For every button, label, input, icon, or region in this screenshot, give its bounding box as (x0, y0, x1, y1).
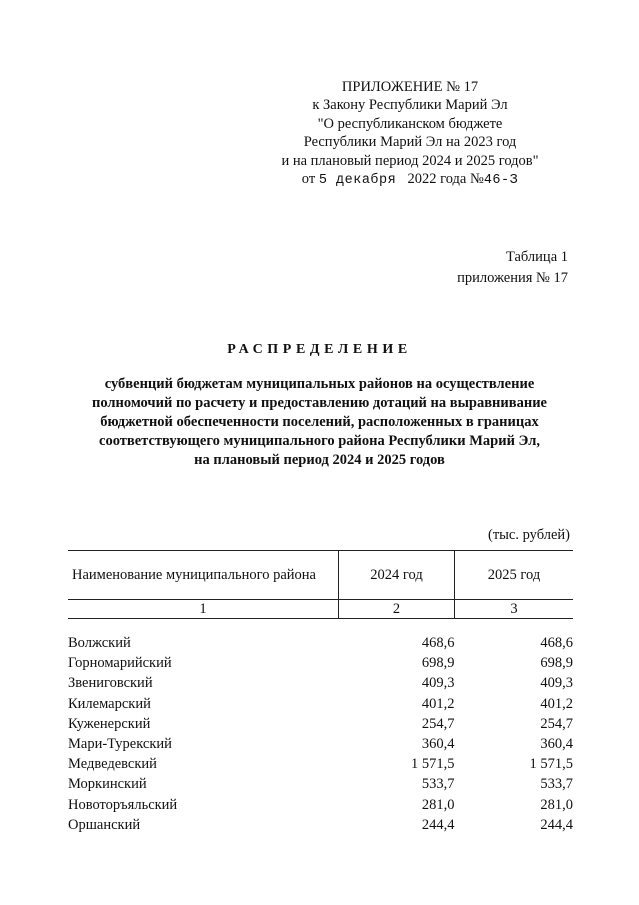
value-2024-cell: 244,4 (421, 816, 455, 833)
column-number-2: 2 (339, 600, 455, 619)
value-2025-cell: 409,3 (540, 675, 573, 692)
subventions-table (68, 550, 573, 835)
table-row (68, 673, 573, 693)
header-district-name: Наименование муниципального района (68, 551, 339, 600)
value-2024-cell: 360,4 (421, 736, 455, 753)
appendix-header (240, 78, 580, 190)
header-year-2024: 2024 год (339, 551, 455, 600)
value-2025-cell: 1 571,5 (529, 756, 573, 773)
value-2024-cell: 281,0 (421, 796, 455, 813)
units-label: (тыс. рублей) (488, 527, 570, 543)
subtitle-line: полномочий по расчету и предоставлению дотаций на выравнивание (92, 395, 547, 411)
district-name-cell: Волжский (68, 635, 131, 651)
value-2025-cell: 244,4 (540, 816, 573, 833)
subtitle-line: соответствующего муниципального района Республики Марий Эл, (99, 433, 540, 449)
value-2025-cell: 401,2 (540, 695, 573, 712)
table-row (68, 795, 573, 815)
table-row (68, 774, 573, 794)
district-name-cell: Моркинский (68, 776, 147, 793)
law-name-line-3: и на плановый период 2024 и 2025 годов" (281, 152, 539, 169)
table-row (68, 653, 573, 673)
date-prefix: от (301, 171, 316, 188)
subtitle-line: на плановый период 2024 и 2025 годов (194, 452, 445, 468)
subtitle-line: субвенций бюджетам муниципальных районов на осуществление (104, 376, 535, 392)
table-reference (457, 247, 568, 289)
table-row (68, 754, 573, 774)
value-2024-cell: 409,3 (421, 675, 455, 692)
value-2025-cell: 281,0 (540, 796, 573, 813)
column-number-3: 3 (455, 600, 574, 619)
document-subtitle (40, 375, 599, 470)
table-row (68, 815, 573, 835)
district-name-cell: Мари-Турекский (68, 736, 172, 753)
value-2024-cell: 468,6 (421, 635, 455, 651)
table-row (68, 734, 573, 754)
district-name-cell: Оршанский (68, 816, 141, 833)
header-year-2025: 2025 год (455, 551, 574, 600)
document-title: РАСПРЕДЕЛЕНИЕ (227, 342, 412, 357)
value-2025-cell: 698,9 (540, 655, 573, 672)
column-number-row (68, 600, 573, 619)
district-name-cell: Медведевский (68, 756, 157, 773)
law-year: 2022 года (407, 171, 467, 188)
district-name-cell: Куженерский (68, 715, 151, 732)
value-2025-cell: 360,4 (540, 736, 573, 753)
law-name-line-2: Республики Марий Эл на 2023 год (303, 134, 517, 151)
table-header-row (68, 551, 573, 600)
column-number-1: 1 (68, 600, 339, 619)
number-prefix: № (469, 171, 484, 188)
value-2025-cell: 468,6 (540, 635, 573, 651)
appendix-title: ПРИЛОЖЕНИЕ № 17 (341, 79, 479, 95)
value-2024-cell: 254,7 (421, 715, 455, 732)
value-2025-cell: 533,7 (540, 776, 573, 793)
value-2024-cell: 1 571,5 (411, 756, 455, 773)
district-name-cell: Горномарийский (68, 655, 172, 672)
table-appendix-label: приложения № 17 (457, 270, 568, 286)
district-name-cell: Новоторъяльский (68, 796, 178, 813)
law-date-line (240, 170, 580, 190)
value-2024-cell: 533,7 (421, 776, 455, 793)
district-name-cell: Звениговский (68, 675, 153, 692)
district-name-cell: Килемарский (68, 695, 151, 712)
value-2025-cell: 254,7 (540, 715, 573, 732)
law-number: 46-З (483, 173, 519, 189)
table-row (68, 694, 573, 714)
value-2024-cell: 698,9 (421, 655, 455, 672)
table-label: Таблица 1 (505, 249, 568, 265)
law-date: 5 декабря (318, 173, 397, 189)
table-row (68, 633, 573, 653)
subtitle-line: бюджетной обеспеченности поселений, расположенных в границах (100, 414, 539, 430)
table-row (68, 714, 573, 734)
law-name-line-1: "О республиканском бюджете (317, 115, 503, 132)
value-2024-cell: 401,2 (421, 695, 455, 712)
law-reference: к Закону Республики Марий Эл (312, 97, 508, 114)
